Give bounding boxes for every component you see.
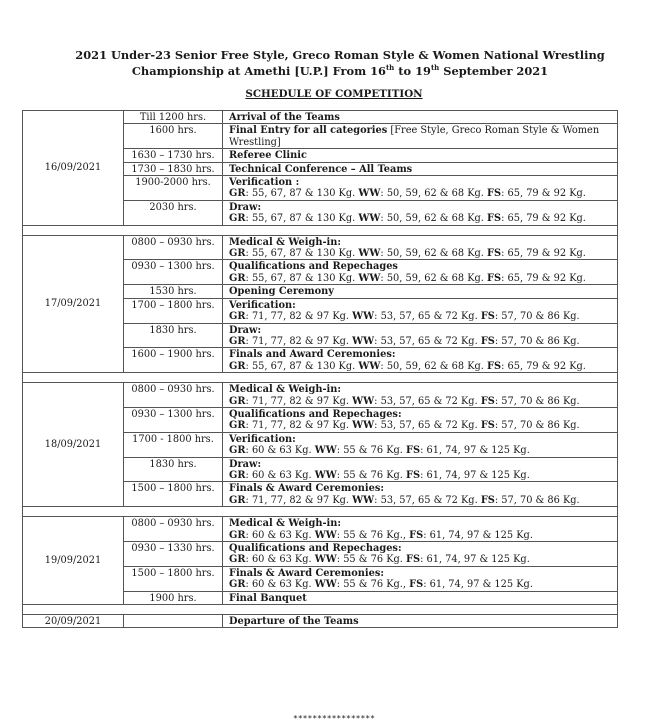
row-activity	[223, 566, 618, 591]
row-time: 0800 – 0930 hrs.	[124, 383, 223, 408]
style-ww-label: WW	[358, 248, 381, 260]
row-time: 0930 – 1300 hrs.	[124, 407, 223, 432]
row-activity	[223, 383, 618, 408]
activity-heading-line	[229, 616, 614, 627]
style-fs-weights: 61, 74, 97 & 125 Kg.	[429, 529, 533, 541]
style-gr-label: GR	[229, 469, 246, 481]
weight-categories: GR: 55, 67, 87 & 130 Kg. WW: 50, 59, 62 & 68 Kg. FS: 65, 79 & 92 Kg.	[229, 213, 586, 225]
weight-categories: GR: 71, 77, 82 & 97 Kg. WW: 53, 57, 65 & 72 Kg. FS: 57, 70 & 86 Kg.	[229, 395, 580, 407]
style-ww-label: WW	[352, 420, 375, 432]
row-activity	[223, 111, 618, 124]
style-fs-label: FS	[406, 445, 421, 457]
title-line-1: 2021 Under-23 Senior Free Style, Greco Roman Style & Women National Wrestling	[75, 48, 605, 62]
style-ww-label: WW	[314, 529, 337, 541]
style-gr-weights: 55, 67, 87 & 130 Kg.	[251, 360, 356, 372]
weight-categories: GR: 60 & 63 Kg. WW: 55 & 76 Kg. FS: 61, 74, 97 & 125 Kg.	[229, 445, 530, 457]
schedule-table	[22, 110, 618, 628]
style-gr-label: GR	[229, 248, 246, 260]
activity-heading: Qualifications and Repechages:	[229, 543, 402, 554]
style-gr-weights: 71, 77, 82 & 97 Kg.	[251, 311, 350, 323]
row-activity	[223, 482, 618, 507]
activity-heading: Draw:	[229, 458, 262, 470]
style-fs-label: FS	[487, 272, 502, 284]
style-gr-weights: 60 & 63 Kg.	[251, 579, 312, 591]
style-gr-label: GR	[229, 420, 246, 432]
activity-heading: Opening Ceremony	[229, 286, 334, 298]
style-fs-weights: 65, 79 & 92 Kg.	[507, 360, 586, 372]
weight-categories: GR: 55, 67, 87 & 130 Kg. WW: 50, 59, 62 & 68 Kg. FS: 65, 79 & 92 Kg.	[229, 248, 586, 260]
row-time: 1730 – 1830 hrs.	[124, 162, 223, 175]
row-activity	[223, 176, 618, 201]
style-gr-weights: 60 & 63 Kg.	[251, 445, 312, 457]
day-date: 20/09/2021	[23, 615, 124, 628]
activity-heading: Qualifications and Repechages	[229, 261, 398, 273]
style-ww-label: WW	[352, 494, 375, 506]
activity-heading-line	[229, 325, 614, 336]
style-fs-weights: 57, 70 & 86 Kg.	[501, 494, 580, 506]
row-time: 1830 hrs.	[124, 323, 223, 348]
day-date: 19/09/2021	[23, 517, 124, 605]
day-date: 16/09/2021	[23, 111, 124, 226]
weight-categories: GR: 71, 77, 82 & 97 Kg. WW: 53, 57, 65 & 72 Kg. FS: 57, 70 & 86 Kg.	[229, 494, 580, 506]
style-fs-weights: 61, 74, 97 & 125 Kg.	[426, 469, 530, 481]
row-time: 0930 – 1330 hrs.	[124, 542, 223, 567]
style-gr-weights: 60 & 63 Kg.	[251, 529, 312, 541]
row-time: 1500 – 1800 hrs.	[124, 482, 223, 507]
activity-heading: Verification:	[229, 299, 296, 311]
row-time: 0930 – 1300 hrs.	[124, 260, 223, 285]
style-fs-label: FS	[480, 494, 495, 506]
activity-heading: Qualifications and Repechages:	[229, 408, 402, 420]
activity-heading-line	[229, 300, 614, 311]
style-fs-label: FS	[409, 529, 424, 541]
row-activity	[223, 285, 618, 298]
activity-heading-line	[229, 286, 614, 297]
style-ww-weights: 55 & 76 Kg.	[343, 554, 403, 566]
weight-categories: GR: 71, 77, 82 & 97 Kg. WW: 53, 57, 65 & 72 Kg. FS: 57, 70 & 86 Kg.	[229, 311, 580, 323]
style-gr-weights: 71, 77, 82 & 97 Kg.	[251, 420, 350, 432]
style-ww-weights: 50, 59, 62 & 68 Kg.	[386, 272, 484, 284]
weight-categories: GR: 60 & 63 Kg. WW: 55 & 76 Kg. FS: 61, 74, 97 & 125 Kg.	[229, 554, 530, 566]
activity-heading: Technical Conference – All Teams	[229, 163, 413, 175]
activity-heading-line	[229, 150, 614, 161]
row-activity	[223, 542, 618, 567]
schedule-heading: SCHEDULE OF COMPETITION	[245, 88, 423, 100]
activity-heading: Finals & Award Ceremonies:	[229, 567, 384, 579]
weight-categories: GR: 71, 77, 82 & 97 Kg. WW: 53, 57, 65 & 72 Kg. FS: 57, 70 & 86 Kg.	[229, 420, 580, 432]
activity-heading-line	[229, 568, 614, 579]
style-ww-weights: 53, 57, 65 & 72 Kg.	[380, 311, 478, 323]
activity-heading: Medical & Weigh-in:	[229, 518, 342, 530]
activity-note: [Free Style, Greco Roman Style & Women Wrestling]	[229, 125, 600, 148]
activity-heading-line	[229, 543, 614, 554]
style-gr-label: GR	[229, 494, 246, 506]
activity-heading-line	[229, 409, 614, 420]
style-ww-label: WW	[352, 311, 375, 323]
activity-heading: Draw:	[229, 201, 262, 213]
style-gr-label: GR	[229, 335, 246, 347]
style-gr-label: GR	[229, 213, 246, 225]
row-time: 1700 – 1800 hrs.	[124, 298, 223, 323]
weight-categories: GR: 60 & 63 Kg. WW: 55 & 76 Kg., FS: 61, 74, 97 & 125 Kg.	[229, 529, 533, 541]
activity-heading: Finals & Award Ceremonies:	[229, 483, 384, 495]
style-fs-label: FS	[487, 360, 502, 372]
style-ww-label: WW	[352, 335, 375, 347]
row-time: 1630 – 1730 hrs.	[124, 149, 223, 162]
row-activity	[223, 615, 618, 628]
activity-heading: Verification:	[229, 433, 296, 445]
activity-heading: Finals and Award Ceremonies:	[229, 349, 396, 361]
row-activity	[223, 591, 618, 604]
activity-heading: Verification :	[229, 177, 300, 189]
style-fs-label: FS	[406, 469, 421, 481]
activity-heading-line	[229, 112, 614, 123]
row-time: 1900 hrs.	[124, 591, 223, 604]
activity-heading-line	[229, 177, 614, 188]
style-ww-weights: 55 & 76 Kg.,	[343, 529, 407, 541]
row-activity	[223, 517, 618, 542]
row-time: 2030 hrs.	[124, 200, 223, 225]
row-activity	[223, 260, 618, 285]
style-gr-weights: 55, 67, 87 & 130 Kg.	[251, 272, 356, 284]
style-fs-label: FS	[406, 554, 421, 566]
footer-stars: *****************	[293, 714, 375, 723]
style-ww-weights: 53, 57, 65 & 72 Kg.	[380, 494, 478, 506]
style-ww-weights: 53, 57, 65 & 72 Kg.	[380, 420, 478, 432]
activity-heading-line	[229, 593, 614, 604]
weight-categories: GR: 60 & 63 Kg. WW: 55 & 76 Kg., FS: 61, 74, 97 & 125 Kg.	[229, 579, 533, 591]
row-activity	[223, 124, 618, 149]
style-fs-weights: 61, 74, 97 & 125 Kg.	[426, 445, 530, 457]
row-time: Till 1200 hrs.	[124, 111, 223, 124]
style-gr-label: GR	[229, 360, 246, 372]
row-time	[124, 615, 223, 628]
style-ww-weights: 50, 59, 62 & 68 Kg.	[386, 360, 484, 372]
weight-categories: GR: 71, 77, 82 & 97 Kg. WW: 53, 57, 65 & 72 Kg. FS: 57, 70 & 86 Kg.	[229, 335, 580, 347]
row-activity	[223, 162, 618, 175]
schedule-row	[23, 235, 618, 260]
style-gr-weights: 55, 67, 87 & 130 Kg.	[251, 188, 356, 200]
style-fs-weights: 57, 70 & 86 Kg.	[501, 395, 580, 407]
style-fs-weights: 65, 79 & 92 Kg.	[507, 213, 586, 225]
day-separator	[23, 225, 618, 235]
style-fs-weights: 65, 79 & 92 Kg.	[507, 272, 586, 284]
style-ww-weights: 55 & 76 Kg.	[343, 445, 403, 457]
activity-heading-line	[229, 164, 614, 175]
style-gr-weights: 60 & 63 Kg.	[251, 469, 312, 481]
schedule-row	[23, 517, 618, 542]
weight-categories: GR: 55, 67, 87 & 130 Kg. WW: 50, 59, 62 & 68 Kg. FS: 65, 79 & 92 Kg.	[229, 272, 586, 284]
style-gr-label: GR	[229, 445, 246, 457]
row-activity	[223, 298, 618, 323]
weight-categories: GR: 55, 67, 87 & 130 Kg. WW: 50, 59, 62 & 68 Kg. FS: 65, 79 & 92 Kg.	[229, 188, 586, 200]
row-time: 0800 – 0930 hrs.	[124, 235, 223, 260]
activity-heading-line	[229, 483, 614, 494]
activity-heading-line	[229, 459, 614, 470]
activity-heading: Referee Clinic	[229, 150, 307, 162]
style-gr-label: GR	[229, 188, 246, 200]
schedule-row	[23, 615, 618, 628]
schedule-row	[23, 383, 618, 408]
style-fs-label: FS	[480, 395, 495, 407]
style-fs-label: FS	[487, 213, 502, 225]
activity-heading: Arrival of the Teams	[229, 112, 340, 123]
style-fs-label: FS	[487, 188, 502, 200]
style-ww-weights: 50, 59, 62 & 68 Kg.	[386, 188, 484, 200]
activity-heading-line	[229, 237, 614, 248]
style-gr-label: GR	[229, 579, 246, 591]
activity-heading-line	[229, 349, 614, 360]
style-fs-label: FS	[480, 311, 495, 323]
row-activity	[223, 323, 618, 348]
activity-heading-line	[229, 261, 614, 272]
style-gr-weights: 71, 77, 82 & 97 Kg.	[251, 335, 350, 347]
row-time: 1600 – 1900 hrs.	[124, 348, 223, 373]
day-separator	[23, 373, 618, 383]
activity-heading-line	[229, 434, 614, 445]
activity-heading: Final Entry for all categories	[229, 125, 388, 137]
style-ww-weights: 53, 57, 65 & 72 Kg.	[380, 395, 478, 407]
activity-heading-line	[229, 125, 614, 148]
row-activity	[223, 407, 618, 432]
style-gr-label: GR	[229, 395, 246, 407]
activity-heading: Departure of the Teams	[229, 616, 359, 628]
row-time: 1500 – 1800 hrs.	[124, 566, 223, 591]
style-ww-weights: 50, 59, 62 & 68 Kg.	[386, 248, 484, 260]
style-fs-label: FS	[480, 420, 495, 432]
style-ww-label: WW	[358, 188, 381, 200]
style-gr-weights: 60 & 63 Kg.	[251, 554, 312, 566]
title-line-2: Championship at Amethi [U.P.] From 16th to 19th September 2021	[131, 63, 549, 78]
activity-heading: Medical & Weigh-in:	[229, 384, 342, 396]
style-fs-label: FS	[409, 579, 424, 591]
weight-categories: GR: 60 & 63 Kg. WW: 55 & 76 Kg. FS: 61, 74, 97 & 125 Kg.	[229, 469, 530, 481]
style-ww-weights: 50, 59, 62 & 68 Kg.	[386, 213, 484, 225]
style-gr-label: GR	[229, 272, 246, 284]
style-ww-label: WW	[314, 469, 337, 481]
style-fs-weights: 57, 70 & 86 Kg.	[501, 311, 580, 323]
row-activity	[223, 149, 618, 162]
weight-categories: GR: 55, 67, 87 & 130 Kg. WW: 50, 59, 62 & 68 Kg. FS: 65, 79 & 92 Kg.	[229, 360, 586, 372]
day-date: 17/09/2021	[23, 235, 124, 372]
style-fs-weights: 57, 70 & 86 Kg.	[501, 420, 580, 432]
activity-heading-line	[229, 384, 614, 395]
style-fs-weights: 65, 79 & 92 Kg.	[507, 248, 586, 260]
style-fs-weights: 61, 74, 97 & 125 Kg.	[426, 554, 530, 566]
style-ww-label: WW	[314, 445, 337, 457]
activity-heading: Medical & Weigh-in:	[229, 236, 342, 248]
schedule-row	[23, 111, 618, 124]
day-separator	[23, 605, 618, 615]
row-time: 1830 hrs.	[124, 457, 223, 482]
style-fs-label: FS	[487, 248, 502, 260]
style-ww-label: WW	[314, 579, 337, 591]
activity-heading: Draw:	[229, 324, 262, 336]
style-fs-weights: 57, 70 & 86 Kg.	[501, 335, 580, 347]
row-time: 1900-2000 hrs.	[124, 176, 223, 201]
style-ww-label: WW	[314, 554, 337, 566]
day-date: 18/09/2021	[23, 383, 124, 507]
style-gr-weights: 55, 67, 87 & 130 Kg.	[251, 248, 356, 260]
style-ww-label: WW	[358, 360, 381, 372]
row-time: 1600 hrs.	[124, 124, 223, 149]
style-gr-label: GR	[229, 529, 246, 541]
row-time: 1700 - 1800 hrs.	[124, 432, 223, 457]
style-fs-weights: 65, 79 & 92 Kg.	[507, 188, 586, 200]
style-gr-weights: 71, 77, 82 & 97 Kg.	[251, 494, 350, 506]
style-gr-weights: 71, 77, 82 & 97 Kg.	[251, 395, 350, 407]
day-separator	[23, 507, 618, 517]
activity-heading-line	[229, 202, 614, 213]
document-title	[40, 47, 640, 79]
style-ww-weights: 53, 57, 65 & 72 Kg.	[380, 335, 478, 347]
style-gr-label: GR	[229, 554, 246, 566]
row-time: 1530 hrs.	[124, 285, 223, 298]
row-activity	[223, 432, 618, 457]
style-fs-weights: 61, 74, 97 & 125 Kg.	[429, 579, 533, 591]
activity-heading-line	[229, 518, 614, 529]
row-activity	[223, 348, 618, 373]
row-activity	[223, 457, 618, 482]
activity-heading: Final Banquet	[229, 592, 307, 604]
style-ww-label: WW	[358, 213, 381, 225]
style-ww-weights: 55 & 76 Kg.	[343, 469, 403, 481]
style-ww-weights: 55 & 76 Kg.,	[343, 579, 407, 591]
style-ww-label: WW	[352, 395, 375, 407]
style-gr-label: GR	[229, 311, 246, 323]
row-time: 0800 – 0930 hrs.	[124, 517, 223, 542]
row-activity	[223, 235, 618, 260]
style-gr-weights: 55, 67, 87 & 130 Kg.	[251, 213, 356, 225]
style-ww-label: WW	[358, 272, 381, 284]
row-activity	[223, 200, 618, 225]
style-fs-label: FS	[480, 335, 495, 347]
